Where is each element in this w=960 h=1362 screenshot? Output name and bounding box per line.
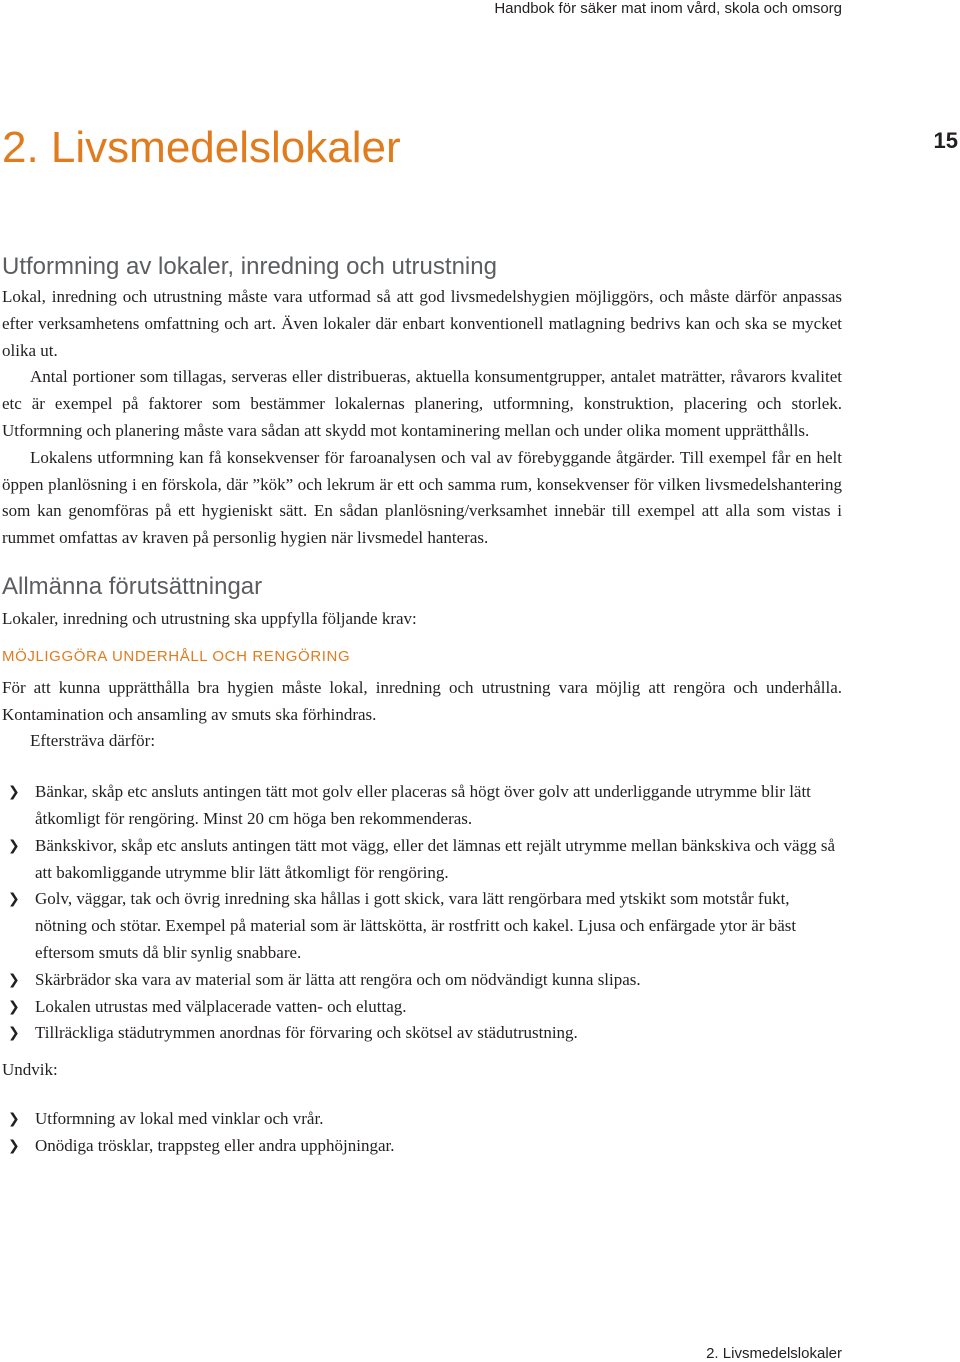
- list-item: ❯ Bänkar, skåp etc ansluts antingen tätt mot golv eller placeras så högt över golv att underliggande utrymme blir lätt åtkomligt för rengöring. Minst 20 cm höga ben rekommenderas.: [2, 779, 842, 833]
- main-content: [2, 252, 842, 1160]
- chevron-right-icon: ❯: [8, 1137, 20, 1154]
- list-item: ❯ Lokalen utrustas med välplacerade vatten- och eluttag.: [2, 994, 842, 1021]
- running-header: Handbok för säker mat inom vård, skola och omsorg: [494, 0, 842, 17]
- chevron-right-icon: ❯: [8, 971, 20, 988]
- list-item: ❯ Tillräckliga städutrymmen anordnas för förvaring och skötsel av städutrustning.: [2, 1020, 842, 1047]
- paragraph: Lokalens utformning kan få konsekvenser för faroanalysen och val av förebyggande åtgärder. Till exempel får en helt öppen planlösning i en förskola, där ”kök” och lekrum är ett och samma rum, konsekvenser för vilken livsmedelshantering som kan genomföras på ett hygieniskt sätt. En sådan planlösning/verksamhet innebär till exempel att alla som vistas i rummet omfattas av kraven på personlig hygien när livsmedel hanteras.: [2, 447, 842, 548]
- section-heading-utformning: Utformning av lokaler, inredning och utrustning: [2, 253, 497, 280]
- paragraph: Lokaler, inredning och utrustning ska uppfylla följande krav:: [2, 608, 417, 628]
- list-item: ❯ Skärbrädor ska vara av material som är lätta att rengöra och om nödvändigt kunna slipas.: [2, 967, 842, 994]
- list-item: ❯ Onödiga trösklar, trappsteg eller andra upphöjningar.: [2, 1133, 842, 1160]
- strive-list: [2, 779, 842, 1047]
- section-heading-allmanna: Allmänna förutsättningar: [2, 572, 263, 600]
- chevron-right-icon: ❯: [8, 1110, 20, 1127]
- subheading-underhall: MÖJLIGGÖRA UNDERHÅLL OCH RENGÖRING: [2, 647, 351, 665]
- paragraph: För att kunna upprätthålla bra hygien måste lokal, inredning och utrustning vara möjlig att rengöra och underhålla. Kontamination och ansamling av smuts ska förhindras.: [2, 677, 842, 724]
- chevron-right-icon: ❯: [8, 837, 20, 854]
- list-item: ❯ Utformning av lokal med vinklar och vrår.: [2, 1106, 842, 1133]
- paragraph: Antal portioner som tillagas, serveras eller distribueras, aktuella konsumentgrupper, antalet maträtter, råvarors kvalitet etc är exempel på faktorer som bestämmer lokalernas planering, utformning, konstruktion, placering och storlek. Utformning och planering måste vara sådan att skydd mot kontaminering mellan och under olika moment upprätthålls.: [2, 367, 842, 440]
- list-item: ❯ Golv, väggar, tak och övrig inredning ska hållas i gott skick, vara lätt rengörbara med ytskikt som motstår fukt, nötning och stötar. Exempel på material som är lättskötta, är rostfritt och kakel. Ljusa och enfärgade ytor är bäst eftersom smuts då blir synlig snabbare.: [2, 886, 842, 966]
- chevron-right-icon: ❯: [8, 1025, 20, 1042]
- running-footer: 2. Livsmedelslokaler: [706, 1345, 842, 1362]
- avoid-label: Undvik:: [2, 1060, 58, 1080]
- page-number: 15: [933, 128, 958, 153]
- avoid-list: [2, 1106, 842, 1160]
- chevron-right-icon: ❯: [8, 784, 20, 801]
- paragraph: Lokal, inredning och utrustning måste vara utformad så att god livsmedelshygien möjliggörs, och måste därför anpassas efter verksamhetens omfattning och art. Även lokaler där enbart konventionell matlagning bedrivs kan och ska se mycket olika ut.: [2, 287, 842, 360]
- chevron-right-icon: ❯: [8, 998, 20, 1015]
- chevron-right-icon: ❯: [8, 891, 20, 908]
- list-item: ❯ Bänkskivor, skåp etc ansluts antingen tätt mot vägg, eller det lämnas ett rejält utrymme mellan bänkskiva och vägg så att bakomliggande utrymme blir lätt åtkomligt för rengöring.: [2, 833, 842, 887]
- strive-label: Eftersträva därför:: [30, 731, 156, 751]
- chapter-title: 2. Livsmedelslokaler: [2, 123, 401, 172]
